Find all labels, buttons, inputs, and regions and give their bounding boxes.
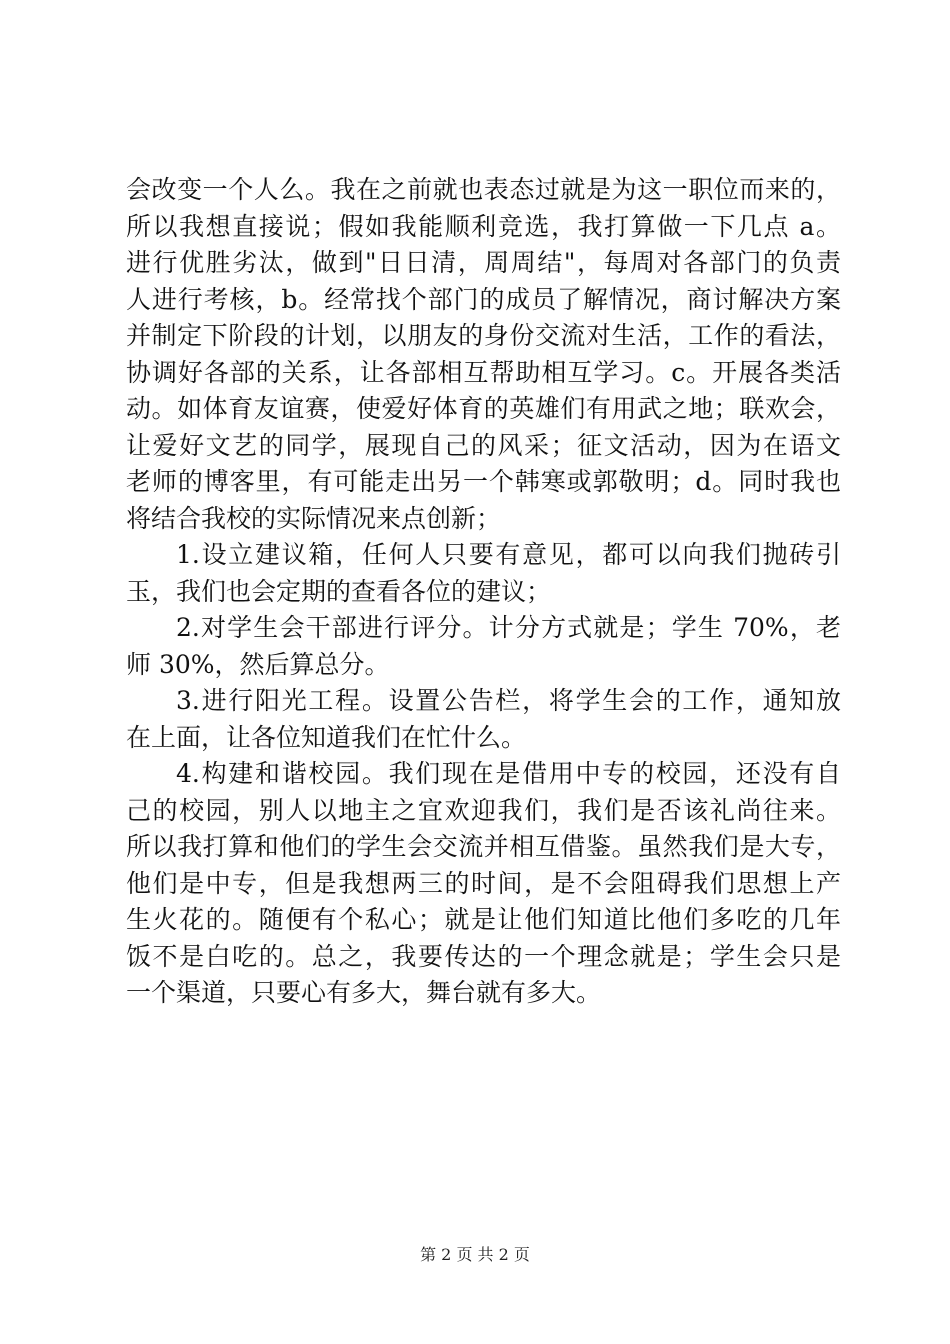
- text-line: 进行优胜劣汰，做到"日日清，周周结"，每周对各部门的负责: [126, 248, 841, 277]
- list-item-4-line: 饭不是白吃的。总之，我要传达的一个理念就是；学生会只是: [126, 941, 841, 971]
- list-item-1-line: 1.设立建议箱，任何人只要有意见，都可以向我们抛砖引: [176, 540, 841, 569]
- text-line: 让爱好文艺的同学，展现自己的风采；征文活动，因为在语文: [126, 430, 841, 460]
- text-line: 动。如体育友谊赛，使爱好体育的英雄们有用武之地；联欢会，: [126, 394, 841, 423]
- text-line: 人进行考核，b。经常找个部门的成员了解情况，商讨解决方案: [126, 284, 841, 314]
- list-item-4-line: 一个渠道，只要心有多大，舞台就有多大。: [126, 978, 602, 1007]
- text-line: 并制定下阶段的计划，以朋友的身份交流对生活，工作的看法，: [126, 321, 841, 350]
- list-item-4-line: 所以我打算和他们的学生会交流并相互借鉴。虽然我们是大专，: [126, 832, 841, 861]
- list-item-4-line: 己的校园，别人以地主之宜欢迎我们，我们是否该礼尚往来。: [126, 795, 841, 825]
- document-body: [126, 172, 841, 1012]
- text-line: 老师的博客里，有可能走出另一个韩寒或郭敬明；d。同时我也: [126, 467, 841, 496]
- list-item-3-line: 3.进行阳光工程。设置公告栏，将学生会的工作，通知放: [176, 686, 841, 715]
- list-item-4-line: 4.构建和谐校园。我们现在是借用中专的校园，还没有自: [176, 759, 841, 788]
- page-number-footer: 第 2 页 共 2 页: [420, 1245, 530, 1264]
- list-item-2-line: 师 30%，然后算总分。: [126, 649, 390, 679]
- list-item-4-line: 生火花的。随便有个私心；就是让他们知道比他们多吃的几年: [126, 905, 841, 934]
- list-item-2-line: 2.对学生会干部进行评分。计分方式就是；学生 70%，老: [176, 613, 841, 642]
- text-line: 协调好各部的关系，让各部相互帮助相互学习。c。开展各类活: [126, 357, 841, 387]
- list-item-4-line: 他们是中专，但是我想两三的时间，是不会阻碍我们思想上产: [126, 868, 841, 898]
- list-item-3-line: 在上面，让各位知道我们在忙什么。: [126, 722, 527, 752]
- text-line: 所以我想直接说；假如我能顺利竞选，我打算做一下几点 a。: [126, 211, 841, 241]
- list-item-1-line: 玉，我们也会定期的查看各位的建议；: [126, 576, 552, 606]
- text-line: 将结合我校的实际情况来点创新；: [126, 503, 502, 533]
- text-line: 会改变一个人么。我在之前就也表态过就是为这一职位而来的，: [126, 175, 841, 204]
